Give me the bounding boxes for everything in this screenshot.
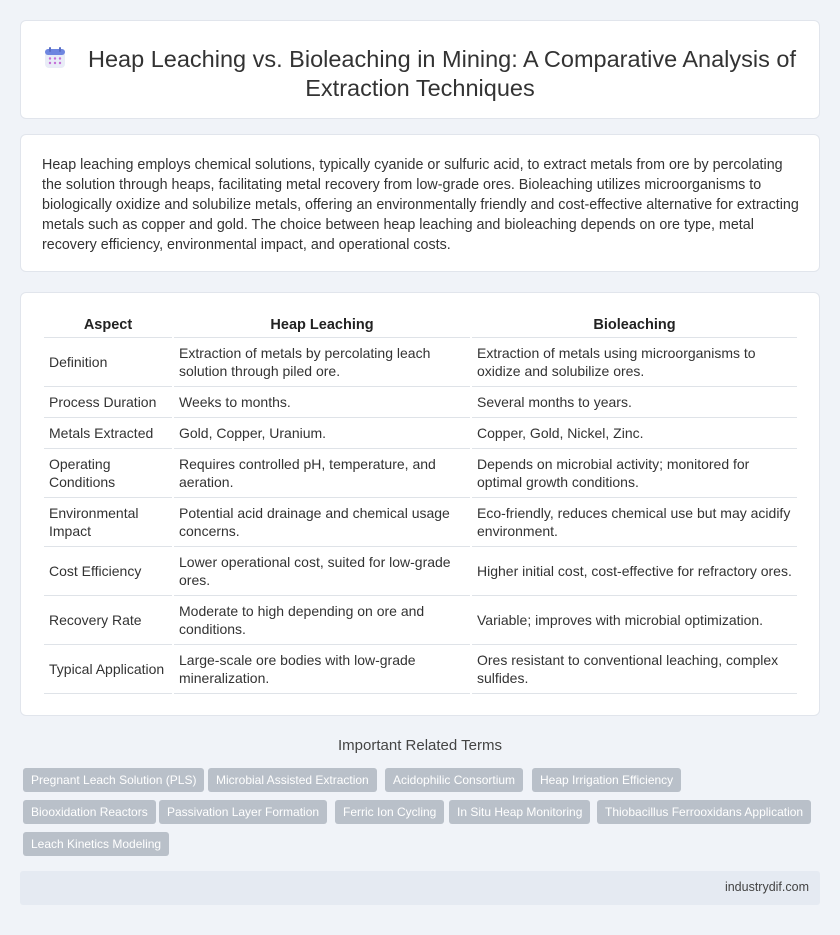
header-bioleaching: Bioleaching <box>472 315 797 338</box>
footer-site[interactable]: industrydif.com <box>724 880 809 894</box>
table-row <box>44 596 797 645</box>
related-term-tag[interactable]: Heap Irrigation Efficiency <box>532 768 681 792</box>
aspect-cell: Process Duration <box>44 387 172 418</box>
heap-cell: Large-scale ore bodies with low-grade mineralization. <box>174 645 470 694</box>
related-term-tag[interactable]: Pregnant Leach Solution (PLS) <box>23 768 204 792</box>
heap-cell: Requires controlled pH, temperature, and aeration. <box>174 449 470 498</box>
bio-cell: Copper, Gold, Nickel, Zinc. <box>472 418 797 449</box>
table-header-row <box>44 315 797 338</box>
heap-cell: Moderate to high depending on ore and conditions. <box>174 596 470 645</box>
bio-cell: Extraction of metals using microorganisms to oxidize and solubilize ores. <box>472 338 797 387</box>
calendar-icon <box>44 47 66 69</box>
aspect-cell: Metals Extracted <box>44 418 172 449</box>
page-title-wrap <box>21 45 819 103</box>
footer <box>20 871 820 905</box>
related-terms-title: Important Related Terms <box>338 737 502 754</box>
comparison-card <box>20 292 820 716</box>
related-term-tag[interactable]: Thiobacillus Ferrooxidans Application <box>597 800 811 824</box>
intro-card <box>20 134 820 272</box>
bio-cell: Several months to years. <box>472 387 797 418</box>
comparison-table <box>42 315 799 694</box>
table-row <box>44 498 797 547</box>
bio-cell: Depends on microbial activity; monitored for optimal growth conditions. <box>472 449 797 498</box>
heap-cell: Lower operational cost, suited for low-grade ores. <box>174 547 470 596</box>
table-row <box>44 387 797 418</box>
aspect-cell: Typical Application <box>44 645 172 694</box>
aspect-cell: Definition <box>44 338 172 387</box>
heap-cell: Weeks to months. <box>174 387 470 418</box>
related-term-tag[interactable]: Passivation Layer Formation <box>159 800 327 824</box>
bio-cell: Eco-friendly, reduces chemical use but may acidify environment. <box>472 498 797 547</box>
table-row <box>44 338 797 387</box>
heap-cell: Gold, Copper, Uranium. <box>174 418 470 449</box>
table-row <box>44 645 797 694</box>
related-term-tag[interactable]: Ferric Ion Cycling <box>335 800 444 824</box>
bio-cell: Ores resistant to conventional leaching, complex sulfides. <box>472 645 797 694</box>
bio-cell: Variable; improves with microbial optimization. <box>472 596 797 645</box>
aspect-cell: Operating Conditions <box>44 449 172 498</box>
table-row <box>44 418 797 449</box>
related-term-tag[interactable]: In Situ Heap Monitoring <box>449 800 590 824</box>
bio-cell: Higher initial cost, cost-effective for refractory ores. <box>472 547 797 596</box>
heap-cell: Extraction of metals by percolating leach solution through piled ore. <box>174 338 470 387</box>
table-row <box>44 547 797 596</box>
header-aspect: Aspect <box>44 315 172 338</box>
related-term-tag[interactable]: Leach Kinetics Modeling <box>23 832 169 856</box>
aspect-cell: Recovery Rate <box>44 596 172 645</box>
table-row <box>44 449 797 498</box>
heap-cell: Potential acid drainage and chemical usage concerns. <box>174 498 470 547</box>
intro-paragraph: Heap leaching employs chemical solutions, typically cyanide or sulfuric acid, to extract metals from ore by percolating the solution through heaps, facilitating metal recovery from low-grade ores. Bioleaching utilizes microorganisms to biologically oxidize and solubilize metals, offering an environmentally friendly and cost-effective alternative for extracting metals such as copper and gold. The choice between heap leaching and bioleaching depends on ore type, metal recovery efficiency, environmental impact, and operational costs. <box>42 157 799 253</box>
related-term-tag[interactable]: Microbial Assisted Extraction <box>208 768 377 792</box>
page-title: Heap Leaching vs. Bioleaching in Mining: A Comparative Analysis of Extraction Techniques <box>87 46 797 101</box>
header-card <box>20 20 820 119</box>
related-term-tag[interactable]: Acidophilic Consortium <box>385 768 523 792</box>
header-heap-leaching: Heap Leaching <box>174 315 470 338</box>
aspect-cell: Cost Efficiency <box>44 547 172 596</box>
aspect-cell: Environmental Impact <box>44 498 172 547</box>
related-term-tag[interactable]: Biooxidation Reactors <box>23 800 156 824</box>
